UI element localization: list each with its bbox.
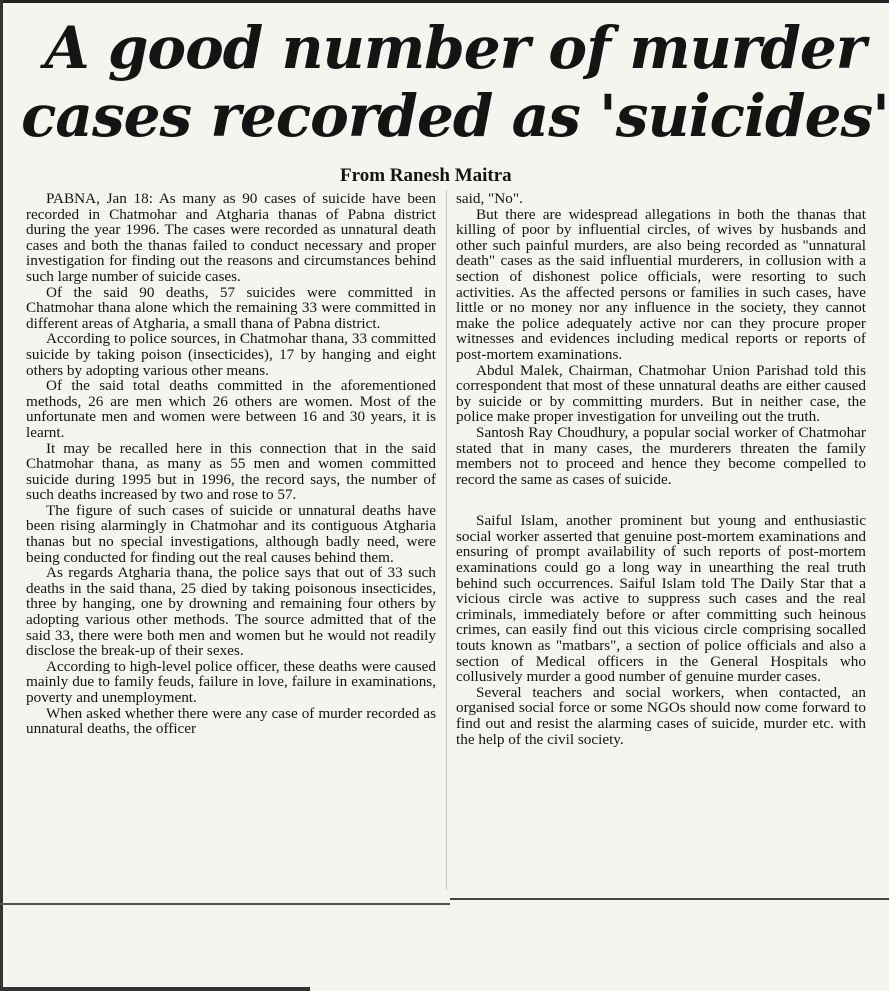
- paragraph: When asked whether there were any case of murder recorded as unnatural deaths, the officer: [26, 704, 436, 738]
- paragraph: But there are widespread allegations in both the thanas that killing of poor by influential circles, of wives by husbands and other such painful murders, are also being recorded as "unnatural death" cases as the said influential murderers, in collusion with a section of dishonest police officials, were resorting to such activities. As the affected persons or families in such cases, have little or no money nor any influence in the society, they cannot make the police adequately active nor can they procure proper witnesses and evidences including medical reports or reports of post-mortem examinations.: [456, 205, 866, 363]
- paragraph: Of the said total deaths committed in the aforementioned methods, 26 are men which 26 others are women. Most of the unfortunate men and women were between 16 and 30 years, it is learnt.: [26, 377, 436, 441]
- byline: From Ranesh Maitra: [340, 165, 512, 186]
- paragraph: Abdul Malek, Chairman, Chatmohar Union Parishad told this correspondent that most of these unnatural deaths are either caused by suicide or by committing murders. But in neither case, the police make proper investigation for unveiling out the truth.: [456, 361, 866, 426]
- paragraph: According to police sources, in Chatmohar thana, 33 committed suicide by taking poison (insecticides), 17 by hanging and eight others by adopting various other means.: [26, 330, 436, 379]
- paragraph: Saiful Islam, another prominent but young and enthusiastic social worker asserted that genuine post-mortem examinations and ensuring of prompt availability of such reports of post-mortem examinations could go a long way in unearthing the real truth behind such occurrences. Saiful Islam told The Daily Star that a vicious circle was active to suppress such cases and the real criminals, immediately before or after committing such heinous crimes, can easily find out this vicious circle comprising socalled touts known as "matbars", a section of police officials and also a section of Medical officers in the General Hospitals who collusively murder a good number of genuine murder cases.: [456, 512, 866, 686]
- paragraph: said, "No".: [456, 190, 523, 207]
- paragraph: As regards Atgharia thana, the police says that out of 33 such deaths in the said thana, 25 died by taking poisonous insecticides, three by hanging, one by drowning and remaining four others by adopting various other methods. The source admitted that of the said 33, there were both men and women but he would not readily disclose the break-up of their sexes.: [26, 564, 436, 660]
- paragraph: Of the said 90 deaths, 57 suicides were committed in Chatmohar thana alone which the remaining 33 were committed in different areas of Atgharia, a small thana of Pabna district.: [26, 283, 436, 332]
- paragraph: Santosh Ray Choudhury, a popular social worker of Chatmohar stated that in many cases, the murderers threaten the family members not to proceed and hence they become compelled to record the same as cases of suicide.: [456, 423, 866, 488]
- bottom-rule-left: [0, 903, 450, 905]
- column-divider: [446, 190, 447, 890]
- article-column-right: [456, 191, 866, 747]
- article-column-left: [26, 191, 436, 737]
- paragraph: According to high-level police officer, these deaths were caused mainly due to family feuds, failure in love, failure in examinations, poverty and unemployment.: [26, 657, 436, 706]
- paragraph: The figure of such cases of suicide or unnatural deaths have been rising alarmingly in Chatmohar and its contiguous Atgharia thanas but no special investigations, although badly need, were being conducted for finding out the real causes behind them.: [26, 501, 436, 566]
- paragraph: Several teachers and social workers, when contacted, an organised social force or some NGOs should now come forward to find out and resist the alarming cases of suicide, murder etc. with the help of the civil society.: [456, 683, 866, 748]
- paragraph: PABNA, Jan 18: As many as 90 cases of suicide have been recorded in Chatmohar and Atgharia thanas of Pabna district during the year 1996. The cases were recorded as unnatural death cases and both the thanas failed to conduct necessary and proper investigation for finding out the reasons and circumstances behind such large number of suicide cases.: [26, 190, 436, 285]
- paragraph: It may be recalled here in this connection that in the said Chatmohar thana, as many as 55 men and women committed suicide during 1995 but in 1996, the record says, the number of such deaths increased by two and rose to 57.: [26, 439, 436, 504]
- bottom-border-rule: [0, 987, 310, 991]
- top-border-rule: [0, 0, 889, 3]
- left-border-rule: [0, 0, 3, 991]
- headline: A good number of murder cases recorded as 'suicides': [21, 14, 889, 150]
- bottom-rule-right: [450, 898, 889, 900]
